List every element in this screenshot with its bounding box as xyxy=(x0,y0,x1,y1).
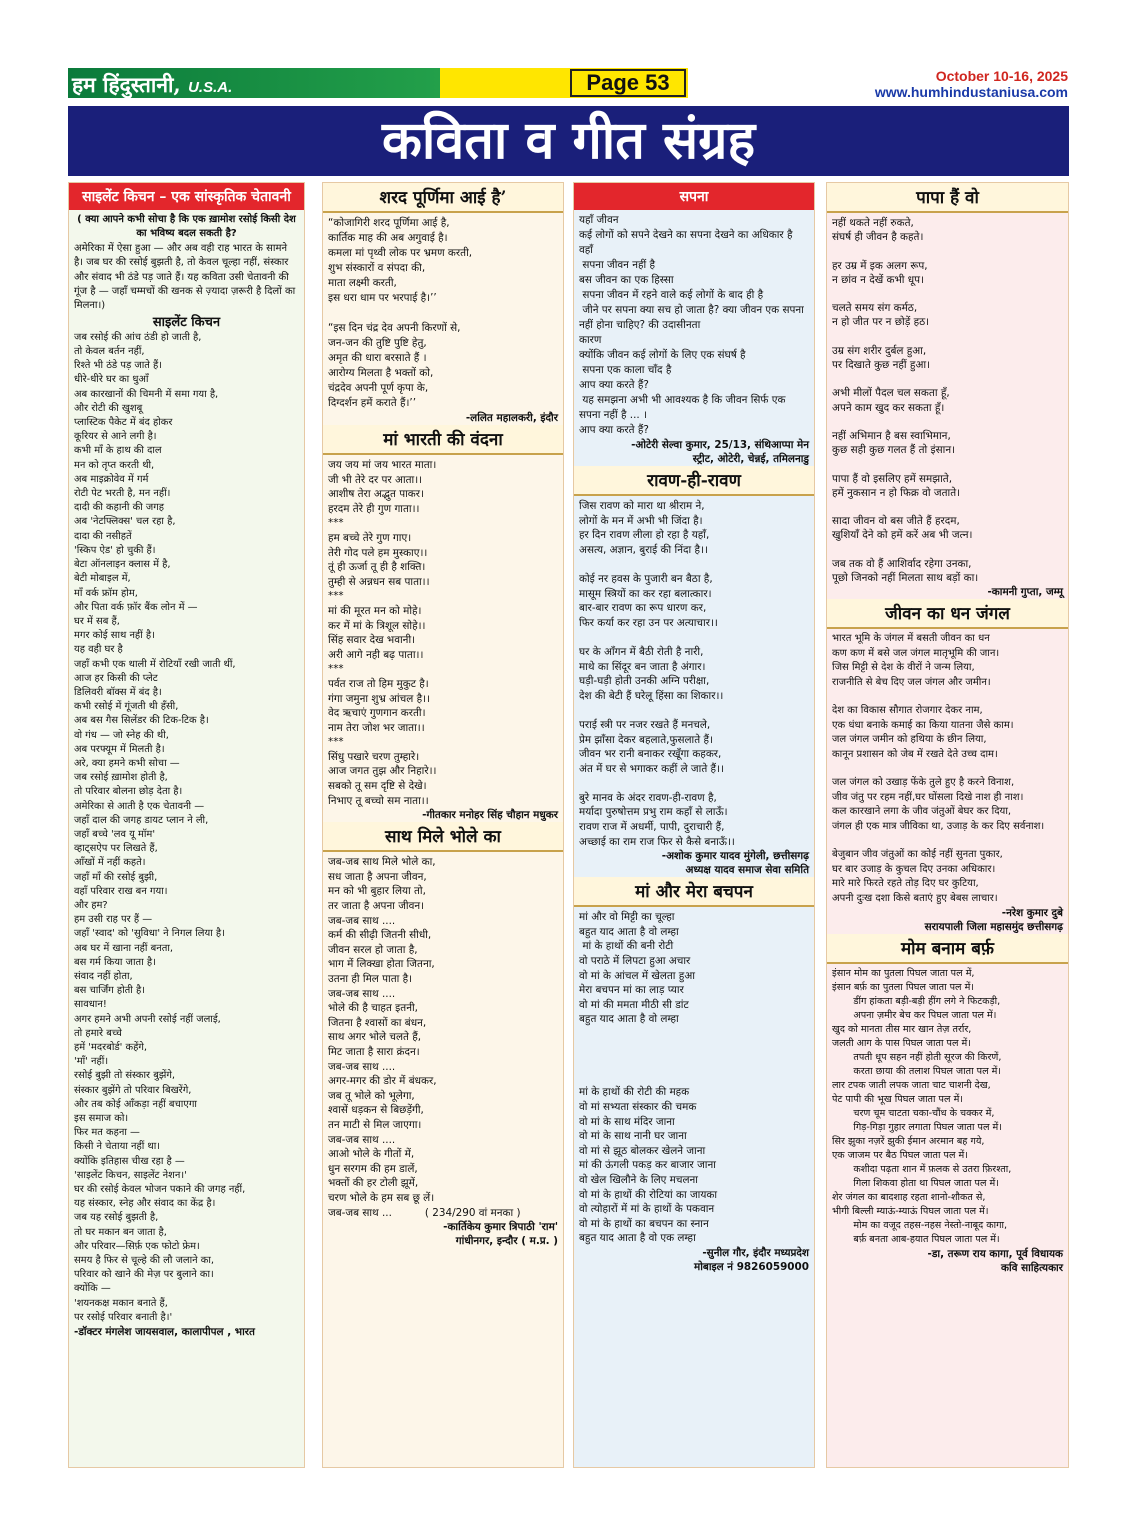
column-poems-4 xyxy=(826,182,1069,1468)
brand-suffix: U.S.A. xyxy=(188,79,233,96)
poem-text: “कोजागिरी शरद पूर्णिमा आई है, कार्तिक माह की अब अगुवाई है। कमला मां पृथ्वी लोक पर भ्रमण करती, शुभ संस्कारों व संपदा की, माता लक्ष्मी करती, इस धरा धाम पर भरपाई है।’’ “इस दिन चंद्र देव अपनी किरणों से, जन-जन की तुष्टि पुष्टि हेतु, अमृत की धारा बरसाते हैं । आरोग्य मिलता है भक्तों को, चंद्रदेव अपनी पूर्ण कृपा के, दिग्दर्शन हमें कराते हैं।’’ xyxy=(328,217,473,409)
article-lead: अमेरिका में ऐसा हुआ — और अब वही राह भारत के सामने है। जब घर की रसोई बुझती है, तो केवल चूल्हा नहीं, संस्कार और संवाद भी ठंडे पड़ जाते हैं। यह कविता उसी चेतावनी की गूंज है — जहाँ चम्मचों की खनक से ज़्यादा ज़रूरी है दिलों का मिलना।) xyxy=(74,242,299,312)
poem-heading: रावण-ही-रावण xyxy=(574,466,814,496)
poem-credit: -डॉक्टर मंगलेश जायसवाल, कालापीपल , भारत xyxy=(74,1326,255,1339)
poem-text: मां और वो मिट्टी का चूल्हा बहुत याद आता है वो लम्हा मां के हाथों की बनी रोटी वो पराठे में लिपटा हुआ अचार वो मां के आंचल में खेलता हुआ मेरा बचपन मां का लाड़ प्यार वो मां की ममता मीठी सी डांट बहुत याद आता है वो लम्हा मां के हाथों की रोटी की महक वो मां सभ्यता संस्कार की चमक वो मां के साथ मंदिर जाना वो मां के साथ नानी घर जाना वो मां से झूठ बोलकर खेलने जाना मां की ऊंगली पकड़ कर बाजार जाना वो खेल खिलौने के लिए मचलना वो मां के हाथों की रोटियां का जायका वो त्योहारों में मां के हाथों के पकवान वो मां के हाथों का बचपन का स्नान बहुत याद आता है वो एक लम्हा xyxy=(579,911,718,1245)
website-link[interactable]: www.humhindustaniusa.com xyxy=(874,84,1068,100)
column-poems-3 xyxy=(573,182,815,1468)
column-poems-2 xyxy=(322,182,564,1468)
poem-credit: -सुनील गौर, इंदौर मध्यप्रदेश मोबाइल नं 9826059000 xyxy=(694,1246,809,1273)
poem-text: नहीं थकते नहीं रुकते, संघर्ष ही जीवन है कहते। हर उम्र में इक अलग रूप, न छांव न देखें कभी धूप। चलते समय संग कर्मठ, न हो जीत पर न छोड़ें हठ। उम्र संग शरीर दुर्बल हुआ, पर दिखाते कुछ नहीं हुआ। अभी मीलों पैदल चल सकता हूँ, अपने काम खुद कर सकता हूँ। नहीं अभिमान है बस स्वाभिमान, कुछ सही कुछ गलत हैं तो इंसान। पापा हैं वो इसलिए हमें समझाते, हमें नुकसान न हो फिक्र वो जताते। सादा जीवन वो बस जीते हैं हरदम, खुशियाँ देने को हमें करें अब भी जत्न। जब तक वो हैं आशिर्वाद रहेगा उनका, पूछो जिनको नहीं मिलता साथ बड़ों का। xyxy=(832,217,979,585)
poem-credit: -डा, तरूण राय कागा, पूर्व विधायक कवि साहित्यकार xyxy=(927,1248,1063,1274)
poem-heading: मोम बनाम बर्फ़ xyxy=(827,934,1068,964)
poem-credit: -ओटेरी सेल्वा कुमार, 25/13, संथिआप्पा मेन स्ट्रीट, ओटेरी, चेन्नई, तमिलनाडु xyxy=(631,439,809,465)
poem-credit: -कार्तिकेय कुमार त्रिपाठी 'राम' गांधीनगर, इन्दौर ( म.प्र. ) xyxy=(443,1221,558,1248)
poem-text: यहाँ जीवन कई लोगों को सपने देखने का सपना देखने का अधिकार है वहाँ सपना जीवन नहीं है बस जीवन का एक हिस्सा सपना जीवन में रहने वाले कई लोगों के बाद ही है जीने पर सपना क्या सच हो जाता है? क्या जीवन एक सपना नहीं होना चाहिए? की उदासीनता कारण क्योंकि जीवन कई लोगों के लिए एक संघर्ष है सपना एक काला चाँद है आप क्या करते हैं? यह समझना अभी भी आवश्यक है कि जीवन सिर्फ एक सपना नहीं है ... । आप क्या करते हैं? xyxy=(579,214,804,436)
section-banner: कविता व गीत संग्रह xyxy=(68,106,1069,176)
poem-text: इंसान मोम का पुतला पिघल जाता पल में, इंसान बर्फ़ का पुतला पिघल जाता पल में। डींग हांकता बड़ी-बड़ी हींग लगे ने फिटकड़ी, अपना ज़मीर बेच कर पिघल जाता पल में। खुद को मानता तीस मार खान तेज़ तर्रार, जलती आग के पास पिघल जाता पल में। तपती धूप सहन नहीं होती सूरज की किरणें, करता छाया की तलाश पिघल जाता पल में। लार टपक जाती लपक जाता चाट चाशनी देख, पेट पापी की भूख पिघल जाता पल में। चरण चूम चाटता चका-चौंध के चक्कर में, गिड़-गिड़ा गुहार लगाता पिघल जाता पल में। सिर झुका नज़रें झुकी ईमान अरमान बह गये, एक जाजम पर बैठ पिघल जाता पल में। कशीदा पढ़ता शान में फ़लक से उतरा फ़िरश्ता, गिला शिकवा होता था पिघल जाता पल में। शेर जंगल का बादशाह रहता शानो-शौकत से, भीगी बिल्ली म्याऊं-म्याऊं पिघल जाता पल में। मोम का वजूद तहस-नहस नेस्तो-नाबूद कागा, बर्फ़ बनता आब-हयात पिघल जाता पल में। xyxy=(832,968,1012,1245)
poem-text: भारत भूमि के जंगल में बसती जीवन का धन कण कण में बसे जल जंगल मातृभूमि की जान। जिस मिट्टी से देश के वीरों ने जन्म लिया, राजनीति से बेच दिए जल जंगल और जमीन। देश का विकास सौगात रोजगार देकर नाम, एक धंधा बनाके कमाई का किया यातना जैसे काम। जल जंगल जमीन को हथिया के छीन लिया, कानून प्रशासन को जेब में रखते देते उच्च दाम। जल जंगल को उखाड़ फेंके तुले हुए है करने विनाश, जीव जंतु पर रहम नहीं,घर घोंसला दिखे नाश ही नाश। कल कारखाने लगा के जीव जंतुओं बेघर कर दिया, जंगल ही एक मात्र जीविका था, उजाड़ के कर दिए सर्वनाश। बेजुबान जीव जंतुओं का कोई नहीं सुनता पुकार, घर बार उजाड़ के कुचल दिए उनका अधिकार। मारे मारे फिरते रहते तोड़ दिए घर कुटिया, अपनी दुःख दशा किसे बताएं हुए बेबस लाचार। xyxy=(832,633,1045,904)
poem-heading: मां भारती की वंदना xyxy=(323,425,563,455)
poem-subtitle: साइलेंट किचन xyxy=(152,314,221,330)
poem-heading: मां और मेरा बचपन xyxy=(574,877,814,907)
article-intro: ( क्या आपने कभी सोचा है कि एक ख़ामोश रसोई किसी देश का भविष्य बदल सकती है? xyxy=(77,214,300,240)
masthead-bar xyxy=(68,68,688,98)
brand-logo[interactable] xyxy=(72,71,232,99)
issue-date: October 10-16, 2025 xyxy=(935,68,1068,84)
article-heading: साइलेंट किचन – एक सांस्कृतिक चेतावनी xyxy=(69,183,304,210)
poem-heading: साथ मिले भोले का xyxy=(323,822,563,852)
poem-text: जिस रावण को मारा था श्रीराम ने, लोगों के मन में अभी भी जिंदा है। हर दिन रावण लीला हो रहा है यहाँ, असत्य, अज्ञान, बुराई की निंदा है।। कोई नर हवस के पुजारी बन बैठा है, मासूम स्त्रियों का कर रहा बलात्कार। बार-बार रावण का रूप धारण कर, फिर कर्या कर रहा उन पर अत्याचार।। घर के आँगन में बैठी रोती है नारी, माथे का सिंदूर बन जाता है अंगार। घड़ी-घड़ी होती उनकी अग्नि परीक्षा, देश की बेटी हैं घरेलू हिंसा का शिकार।। पराई स्त्री पर नजर रखते हैं मनचले, प्रेम झाँसा देकर बहलाते,फुसलाते हैं। जीवन भर रानी बनाकर रखूँगा कहकर, अंत में घर से भगाकर कहीं ले जाते हैं।। बुरे मानव के अंदर रावण-ही-रावण है, मर्यादा पुरुषोत्तम प्रभु राम कहाँ से लाऊँ। रावण राज में अधर्मी, पापी, दुराचारी हैं, अच्छाई का राम राज फिर से कैसे बनाऊँ।। xyxy=(579,500,735,848)
poem-heading: शरद पूर्णिमा आई है’ xyxy=(323,183,563,213)
poem-credit: -कामनी गुप्ता, जम्मू xyxy=(987,586,1063,599)
poem-credit: -नरेश कुमार दुबे सरायपाली जिला महासमुंद छत्तीसगढ़ xyxy=(924,907,1063,933)
poem-credit: -ललित महालकरी, इंदौर xyxy=(465,412,558,424)
page-number: Page 53 xyxy=(570,69,686,97)
poem-heading: जीवन का धन जंगल xyxy=(827,599,1068,629)
poem-text: जब रसोई की आंच ठंडी हो जाती है, तो केवल बर्तन नहीं, रिश्ते भी ठंडे पड़ जाते हैं। धीरे-धीरे घर का धुआँ अब कारखानों की चिमनी में समा गया है, और रोटी की खुशबू प्लास्टिक पैकेट में बंद होकर कूरियर से आने लगी है। कभी माँ के हाथ की दाल मन को तृप्त करती थी, अब माइक्रोवेव में गर्म रोटी पेट भरती है, मन नहीं। दादी की कहानी की जगह अब 'नेटफ्लिक्स' चल रहा है, दादा की नसीहतें 'स्किप ऐड' हो चुकी हैं। बेटा ऑनलाइन क्लास में है, बेटी मोबाइल में, माँ वर्क फ्रॉम होम, और पिता वर्क फ़ॉर बैंक लोन में — घर में सब हैं, मगर कोई साथ नहीं है। यह वही घर है जहाँ कभी एक थाली में रोटियाँ रखी जाती थीं, आज हर किसी की प्लेट डिलिवरी बॉक्स में बंद है। कभी रसोई में गूंजती थी हँसी, अब बस गैस सिलेंडर की टिक-टिक है। वो गंध — जो स्नेह की थी, अब परफ्यूम में मिलती है। अरे, क्या हमने कभी सोचा — जब रसोई ख़ामोश होती है, तो परिवार बोलना छोड़ देता है। अमेरिका से आती है एक चेतावनी — जहाँ दाल की जगह डायट प्लान ने ली, जहाँ बच्चे 'लव यू मॉम' व्हाट्सऐप पर लिखते हैं, आँखों में नहीं कहते। जहाँ माँ की रसोई बुझी, वहाँ परिवार राख बन गया। और हम? हम उसी राह पर हैं — जहाँ 'स्वाद' को 'सुविधा' ने निगल लिया है। अब घर में खाना नहीं बनता, बस गर्म किया जाता है। संवाद नहीं होता, बस चार्जिंग होती है। सावधान! अगर हमने अभी अपनी रसोई नहीं जलाई, तो हमारे बच्चे हमें 'मदरबोर्ड' कहेंगे, 'माँ' नहीं। रसोई बुझी तो संस्कार बुझेंगे, संस्कार बुझेंगे तो परिवार बिखरेंगे, और तब कोई आँकड़ा नहीं बचाएगा इस समाज को। फिर मत कहना — किसी ने चेताया नहीं था। क्योंकि इतिहास चीख रहा है — 'साइलेंट किचन, साइलेंट नेशन।' घर की रसोई केवल भोजन पकाने की जगह नहीं, यह संस्कार, स्नेह और संवाद का केंद्र है। जब यह रसोई बुझती है, तो घर मकान बन जाता है, और परिवार—सिर्फ़ एक फोटो फ्रेम। समय है फिर से चूल्हे की लौ जलाने का, परिवार को खाने की मेज़ पर बुलाने का। क्योंकि — 'शयनकक्ष मकान बनाते हैं, पर रसोई परिवार बनाती है।' xyxy=(74,331,246,1323)
column-silent-kitchen xyxy=(68,182,305,1468)
poem-credit: -अशोक कुमार यादव मुंगेली, छत्तीसगढ़ अध्यक्ष यादव समाज सेवा समिति xyxy=(661,850,809,877)
poem-credit: -गीतकार मनोहर सिंह चौहान मधुकर xyxy=(422,809,558,822)
poem-heading: पापा हैं वो xyxy=(827,183,1068,213)
poem-text: जय जय मां जय भारत माता। जी भी तेरे दर पर आता।। आशीष तेरा अद्भुत पाकर। हरदम तेरे ही गुण गाता।। *** हम बच्चे तेरे गुण गाए। तेरी गोद पले हम मुस्काए।। तूं ही ऊर्जा तू ही है शक्ति। तुम्ही से अन्नधन सब पाता।। *** मां की मूरत मन को मोहे। कर में मां के त्रिशूल सोहे।। सिंह सवार देख भवानी। अरी आगे नही बढ़ पाता।। *** पर्वत राज तो हिम मुकुट है। गंगा जमुना शुभ्र आंचल है।। वेद ऋचाएं गुणगान करती। नाम तेरा जोश भर जाता।। *** सिंधु पखारे चरण तुम्हारे। आज जगत तुझ और निहारे।। सबको तू सम दृष्टि से देखे। निभाए तू बच्चो सम नाता।। xyxy=(328,459,437,807)
poem-text: जब-जब साथ मिले भोले का, सध जाता है अपना जीवन, मन को भी बुहार लिया तो, तर जाता है अपना जीवन। जब-जब साथ .... कर्म की सीढ़ी जितनी सीधी, जीवन सरल हो जाता है, भाग में लिक्खा होता जितना, उतना ही मिल पाता है। जब-जब साथ .... भोले की है चाहत इतनी, जितना है श्वासों का बंधन, साथ अगर भोले चलते हैं, मिट जाता है सारा क्रंदन। जब-जब साथ .... अगर-मगर की डोर में बंधकर, जब तू भोले को भूलेगा, श्वासें धड़कन से बिछड़ेंगी, तन माटी से मिल जाएगा। जब-जब साथ .... आओ भोले के गीतों में, धुन सरगम की हम डालें, भक्तों की हर टोली झूमें, चरण भोले के हम सब छू लें। जब-जब साथ ... ( 234/290 वां मनका ) xyxy=(328,856,521,1219)
brand-name: हम हिंदुस्तानी, xyxy=(72,72,181,97)
poem-heading: सपना xyxy=(574,183,814,210)
